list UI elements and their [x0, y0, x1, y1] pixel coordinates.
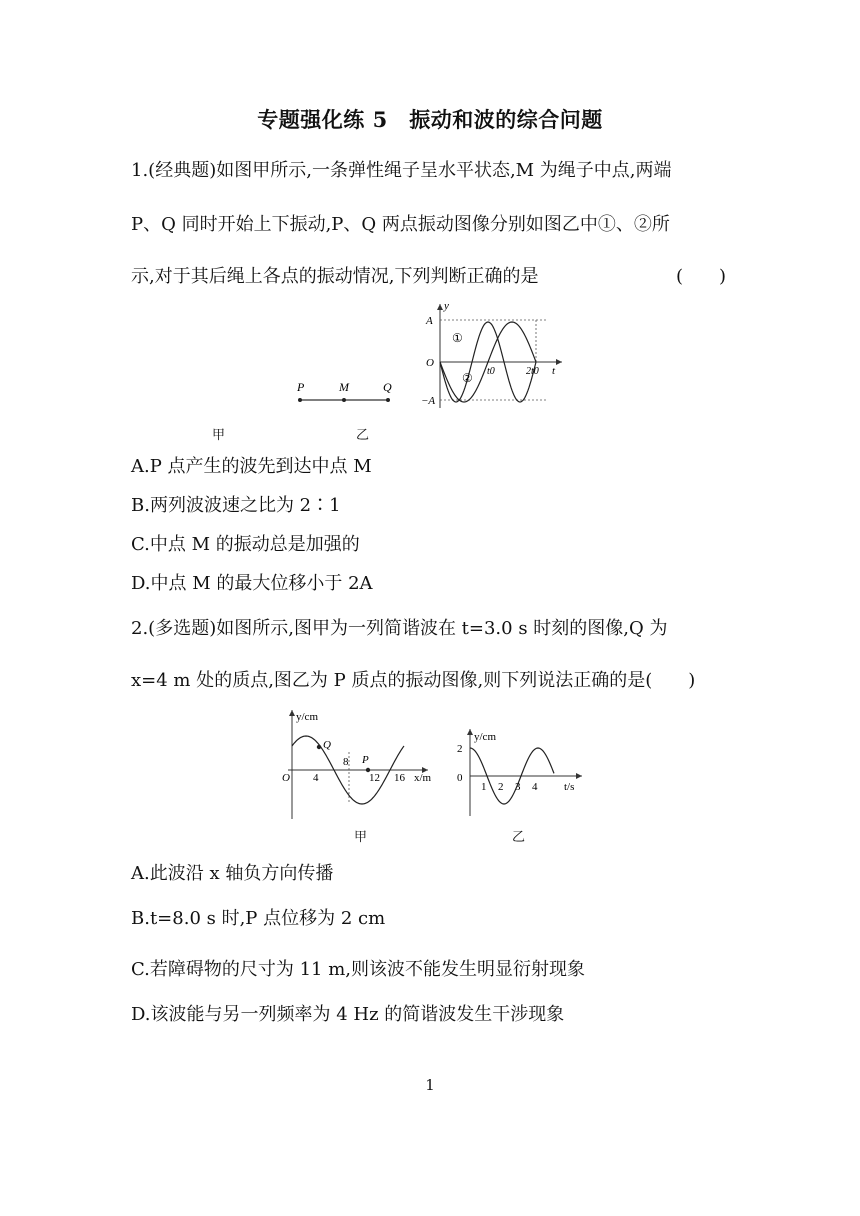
q2-jia-tick-4: 4 — [313, 772, 319, 784]
q2-option-b: B.t=8.0 s 时,P 点位移为 2 cm — [131, 908, 386, 929]
q2-yi-tick-0: 0 — [457, 772, 463, 784]
q1-yi-curve-label-1: ① — [452, 331, 463, 345]
q2-option-c: C.若障碍物的尺寸为 11 m,则该波不能发生明显衍射现象 — [131, 959, 585, 980]
q2-option-d: D.该波能与另一列频率为 4 Hz 的简谐波发生干涉现象 — [131, 1004, 565, 1025]
q1-caption-jia: 甲 — [212, 428, 226, 443]
q2-jia-y-label: y/cm — [296, 711, 318, 723]
q1-jia-label-p: P — [297, 380, 305, 394]
q2-yi-tick-2: 2 — [457, 743, 463, 755]
q2-jia-label-p: P — [362, 754, 369, 766]
q1-jia-label-m: M — [339, 380, 349, 394]
q1-yi-tick-a: A — [426, 315, 433, 327]
q2-jia-origin: O — [282, 772, 290, 784]
q2-jia-label-q: Q — [323, 739, 331, 751]
q2-yi-tick-4: 4 — [532, 781, 538, 793]
q2-option-a: A.此波沿 x 轴负方向传播 — [131, 863, 334, 884]
q2-figure-jia — [278, 704, 438, 824]
q1-stem-line1: 1.(经典题)如图甲所示,一条弹性绳子呈水平状态,M 为绳子中点,两端 — [131, 160, 672, 181]
q1-option-a: A.P 点产生的波先到达中点 M — [131, 456, 372, 477]
q2-jia-tick-16: 16 — [394, 772, 405, 784]
q1-stem-line3: 示,对于其后绳上各点的振动情况,下列判断正确的是 — [131, 266, 539, 287]
q2-jia-tick-12: 12 — [369, 772, 380, 784]
q2-yi-tick-3: 3 — [515, 781, 521, 793]
q1-option-b: B.两列波波速之比为 2∶1 — [131, 495, 341, 516]
q1-yi-tick-neg-a: −A — [421, 395, 436, 407]
q1-yi-y-axis-label: y — [444, 300, 449, 312]
q2-yi-x-label: t/s — [564, 781, 575, 793]
q2-caption-yi: 乙 — [512, 830, 526, 845]
q1-yi-tick-t0: t0 — [487, 366, 495, 377]
q2-jia-tick-8: 8 — [343, 756, 349, 768]
q2-yi-tick-2s: 2 — [498, 781, 504, 793]
q2-stem-line1: 2.(多选题)如图所示,图甲为一列简谐波在 t=3.0 s 时刻的图像,Q 为 — [131, 618, 668, 639]
q1-caption-yi: 乙 — [356, 428, 370, 443]
q1-yi-t-axis-label: t — [552, 365, 556, 377]
page-number: 1 — [425, 1076, 435, 1094]
q1-yi-tick-2t0: 2t0 — [526, 366, 539, 377]
q1-yi-curve-label-2: ② — [462, 371, 473, 385]
q2-jia-x-label: x/m — [414, 772, 432, 784]
q1-figure-yi — [420, 300, 570, 412]
q2-stem-line2: x=4 m 处的质点,图乙为 P 质点的振动图像,则下列说法正确的是( ) — [131, 670, 696, 691]
q2-caption-jia: 甲 — [354, 830, 368, 845]
q1-stem-line2: P、Q 同时开始上下振动,P、Q 两点振动图像分别如图乙中①、②所 — [131, 214, 670, 235]
q1-jia-label-q: Q — [383, 380, 392, 394]
q1-figure-jia — [290, 375, 400, 410]
page-title: 专题强化练 5 振动和波的综合问题 — [257, 107, 603, 132]
q2-yi-y-label: y/cm — [474, 731, 496, 743]
q2-yi-tick-1: 1 — [481, 781, 487, 793]
q2-figure-yi — [452, 726, 592, 818]
q1-option-c: C.中点 M 的振动总是加强的 — [131, 534, 360, 555]
q1-yi-tick-o: O — [426, 357, 434, 369]
q2-point-q — [317, 745, 321, 749]
q1-answer-paren: ( ) — [676, 266, 727, 287]
q1-option-d: D.中点 M 的最大位移小于 2A — [131, 573, 373, 594]
